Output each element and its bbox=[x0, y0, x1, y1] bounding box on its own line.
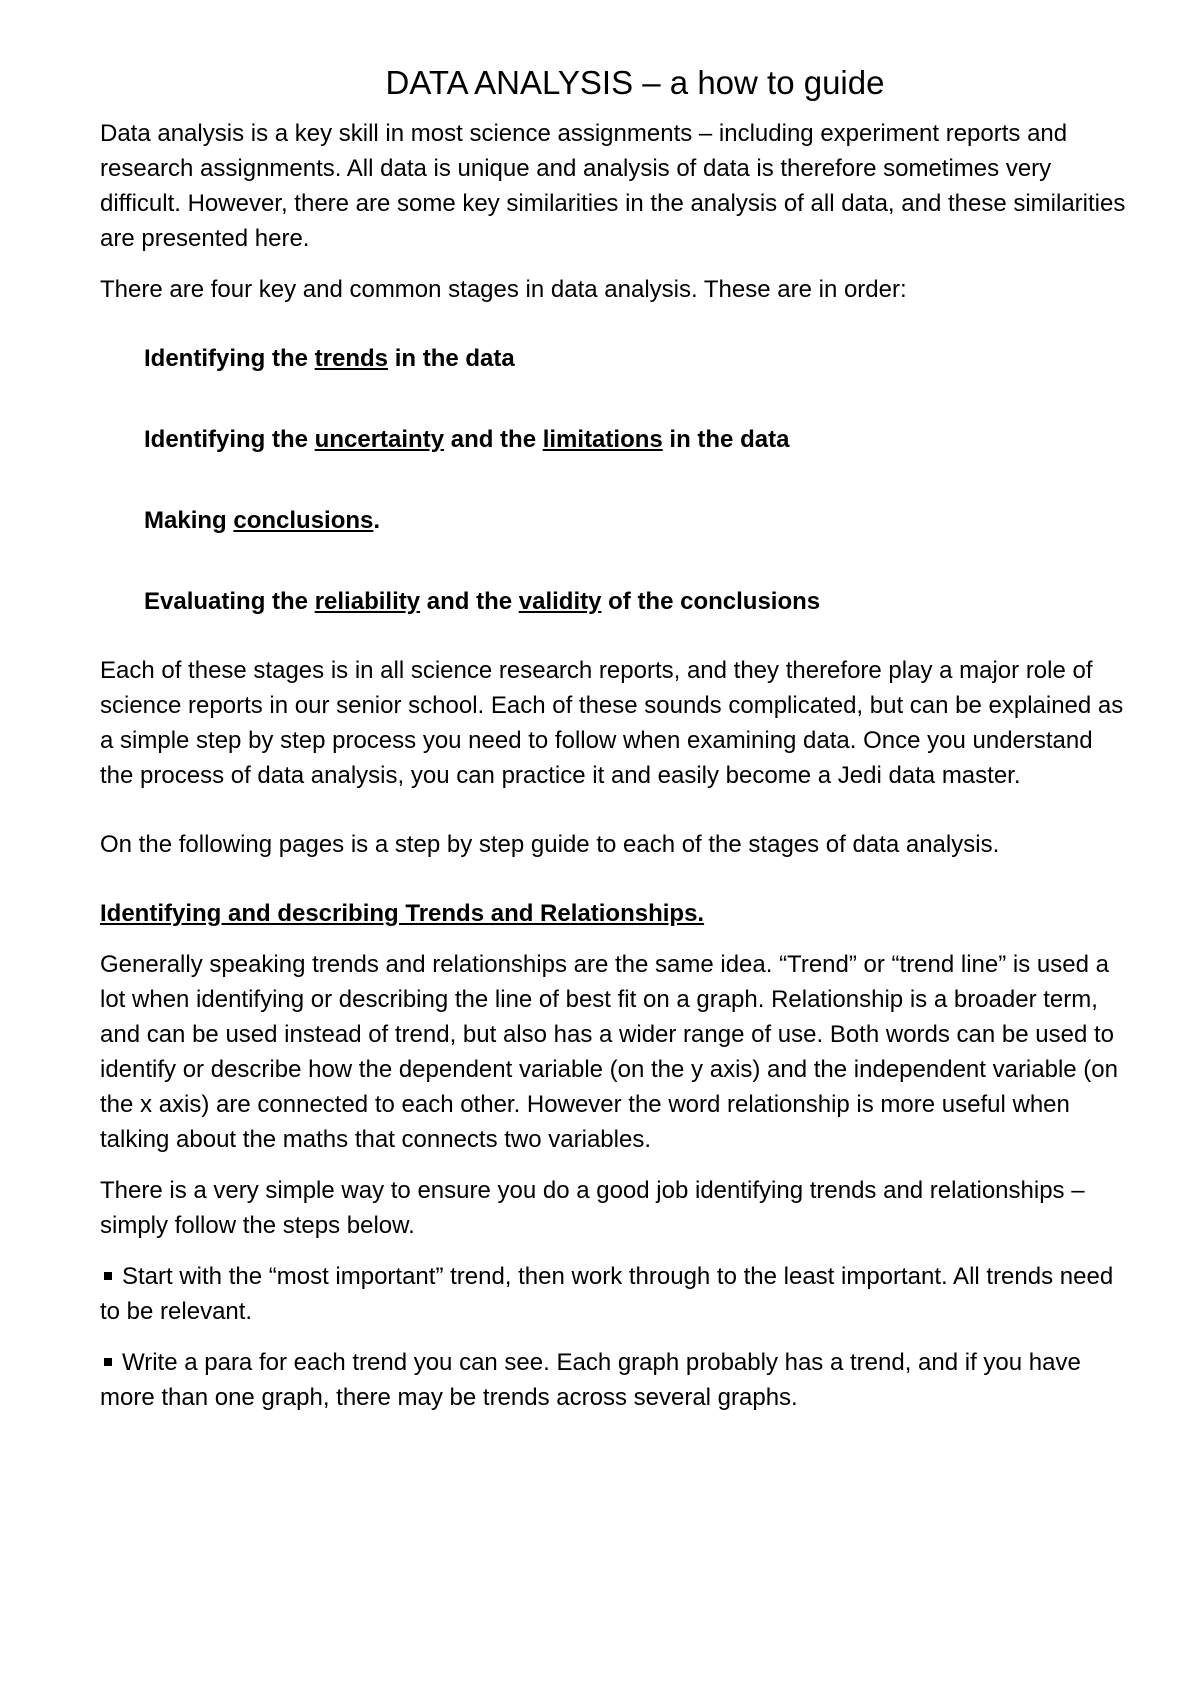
stage-text: in the data bbox=[388, 345, 515, 372]
stage-keyword: limitations bbox=[542, 426, 663, 453]
stage-text: Identifying the bbox=[144, 426, 315, 453]
bullet-item bbox=[100, 1259, 1130, 1329]
stage-text: Identifying the bbox=[144, 345, 315, 372]
stages-intro-paragraph: There are four key and common stages in data analysis. These are in order: bbox=[100, 276, 907, 303]
document-page bbox=[100, 64, 1130, 1415]
trends-paragraph: Generally speaking trends and relationships are the same idea. “Trend” or “trend line” is used a lot when identifying or describing the line of best fit on a graph. Relationship is a broader term, and can be used instead of trend, but also has a wider range of use. Both words can be used to identify or describe how the dependent variable (on the y axis) and the independent variable (on the x axis) are connected to each other. However the word relationship is more useful when talking about the maths that connects two variables. bbox=[100, 951, 1118, 1153]
bullet-text: Start with the “most important” trend, then work through to the least important. All trends need to be relevant. bbox=[100, 1263, 1114, 1325]
stage-keyword: uncertainty bbox=[314, 426, 445, 453]
following-pages-paragraph: On the following pages is a step by step guide to each of the stages of data analysis. bbox=[100, 831, 1000, 858]
intro-paragraph: Data analysis is a key skill in most science assignments – including experiment reports and research assignments. All data is unique and analysis of data is therefore sometimes very difficult. However, there are some key similarities in the analysis of all data, and these similarities are presented here. bbox=[100, 120, 1126, 252]
square-bullet-icon bbox=[104, 1272, 112, 1280]
bullet-item bbox=[100, 1345, 1130, 1415]
stage-text: in the data bbox=[662, 426, 790, 453]
stage-keyword: conclusions bbox=[233, 507, 374, 534]
square-bullet-icon bbox=[104, 1358, 112, 1366]
stage-keyword: validity bbox=[518, 588, 602, 615]
stage-item bbox=[144, 503, 1130, 538]
stage-keyword: reliability bbox=[314, 588, 421, 615]
bullet-text: Write a para for each trend you can see. Each graph probably has a trend, and if you have more than one graph, there may be trends across several graphs. bbox=[100, 1349, 1081, 1411]
stage-text: Evaluating the bbox=[144, 588, 315, 615]
stage-text: and the bbox=[444, 426, 543, 453]
stages-list bbox=[100, 341, 1130, 619]
stage-item bbox=[144, 422, 1130, 457]
section-heading: Identifying and describing Trends and Relationships. bbox=[100, 900, 705, 927]
stage-keyword: trends bbox=[314, 345, 389, 372]
document-title: DATA ANALYSIS – a how to guide bbox=[385, 64, 885, 101]
stage-item bbox=[144, 341, 1130, 376]
stage-item bbox=[144, 584, 1130, 619]
stage-text: and the bbox=[420, 588, 519, 615]
stages-explanation-paragraph: Each of these stages is in all science research reports, and they therefore play a major role of science reports in our senior school. Each of these sounds complicated, but can be explained as a simple step by step process you need to follow when examining data. Once you understand the process of data analysis, you can practice it and easily become a Jedi data master. bbox=[100, 657, 1124, 789]
steps-intro-paragraph: There is a very simple way to ensure you do a good job identifying trends and relationships – simply follow the steps below. bbox=[100, 1177, 1085, 1239]
stage-text: . bbox=[373, 507, 381, 534]
stage-text: Making bbox=[144, 507, 234, 534]
stage-text: of the conclusions bbox=[601, 588, 821, 615]
